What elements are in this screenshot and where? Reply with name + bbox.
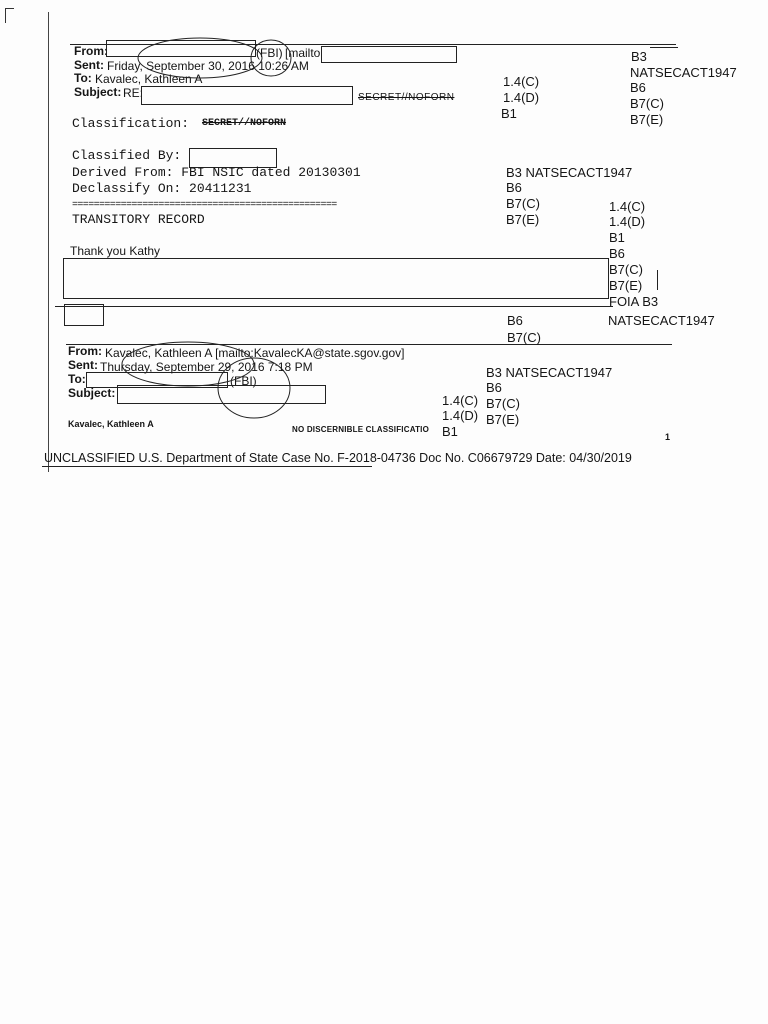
email2-no-classification: NO DISCERNIBLE CLASSIFICATIO [292,425,430,434]
email1-declassify-on: Declassify On: 20411231 [72,181,252,196]
exemption-f1: B3 NATSECACT1947 [486,365,613,380]
email2-to-tag: (FBI) [230,374,257,388]
exemption-a1: B3 [631,49,647,64]
email1-classification-value: SECRET//NOFORN [202,118,287,129]
email1-from-label: From: [74,44,108,58]
exemption-g3: B1 [442,424,458,439]
email1-body-text: Thank you Kathy [70,244,161,258]
exemption-d6: B7(E) [609,278,643,293]
exemption-g1: 1.4(C) [442,393,479,408]
footer-rule [42,466,372,467]
email2-subject-label: Subject: [68,386,116,400]
footer-stamp: UNCLASSIFIED U.S. Department of State Case No. F-2018-04736 Doc No. C06679729 Date: 04/30/2019 [44,451,632,465]
exemption-a3: B6 [630,80,646,95]
exemption-a5: B7(E) [630,112,664,127]
exemption-g2: 1.4(D) [442,408,479,423]
exemption-d8: NATSECACT1947 [608,313,715,328]
exemption-b2: 1.4(D) [503,90,540,105]
email2-to-label: To: [68,372,86,386]
exemption-d4: B6 [609,246,625,261]
exemption-a2: NATSECACT1947 [630,65,737,80]
email2-from-label: From: [68,344,102,358]
email1-subject-prefix: RE: [123,86,144,100]
exemption-d2: 1.4(D) [609,214,646,229]
exemption-d1: 1.4(C) [609,199,646,214]
email1-transitory: TRANSITORY RECORD [72,212,205,227]
email1-derived-from: Derived From: FBI NSIC dated 20130301 [72,165,361,180]
exemption-bracket [657,270,658,290]
email1-from-tag: (FBI) [256,46,283,60]
email1-classified-by-label: Classified By: [72,148,182,163]
exemption-c1: B3 NATSECACT1947 [506,165,633,180]
email2-signature: Kavalec, Kathleen A [68,419,154,429]
exemption-f4: B7(E) [486,412,520,427]
email1-body-redaction [63,258,609,299]
email2-from-value: Kavalec, Kathleen A [mailto:KavalecKA@state.sgov.gov] [105,346,405,360]
exemption-a4: B7(C) [630,96,664,111]
exemption-a1-rule [650,47,678,48]
email1-classification-label: Classification: [72,116,190,131]
email1-body-rule [55,306,613,307]
email1-subject-label: Subject: [74,85,122,99]
email1-separator: ================================================= [72,200,337,211]
email1-to-value: Kavalec, Kathleen A [95,72,203,86]
email1-sent-value: Friday, September 30, 2016 10:26 AM [107,59,309,73]
email1-mailto: [mailto [285,46,321,60]
email2-sent-value: Thursday, September 29, 2016 7:18 PM [100,360,313,374]
exemption-c3: B7(C) [506,196,540,211]
email2-page-number: 1 [665,432,671,442]
email1-subject-marking: SECRET//NOFORN [358,92,455,103]
exemption-d7: FOIA B3 [609,294,659,309]
email1-to-label: To: [74,71,92,85]
exemption-c2: B6 [506,180,522,195]
exemption-e1: B6 [507,313,523,328]
exemption-e2: B7(C) [507,330,541,345]
exemption-f2: B6 [486,380,502,395]
email2-sent-label: Sent: [68,358,98,372]
exemption-d3: B1 [609,230,625,245]
email1-sent-label: Sent: [74,58,104,72]
exemption-b1: 1.4(C) [503,74,540,89]
exemption-b3: B1 [501,106,517,121]
exemption-f3: B7(C) [486,396,520,411]
handwritten-circle-marks-2 [0,320,768,430]
exemption-d5: B7(C) [609,262,643,277]
exemption-c4: B7(E) [506,212,540,227]
